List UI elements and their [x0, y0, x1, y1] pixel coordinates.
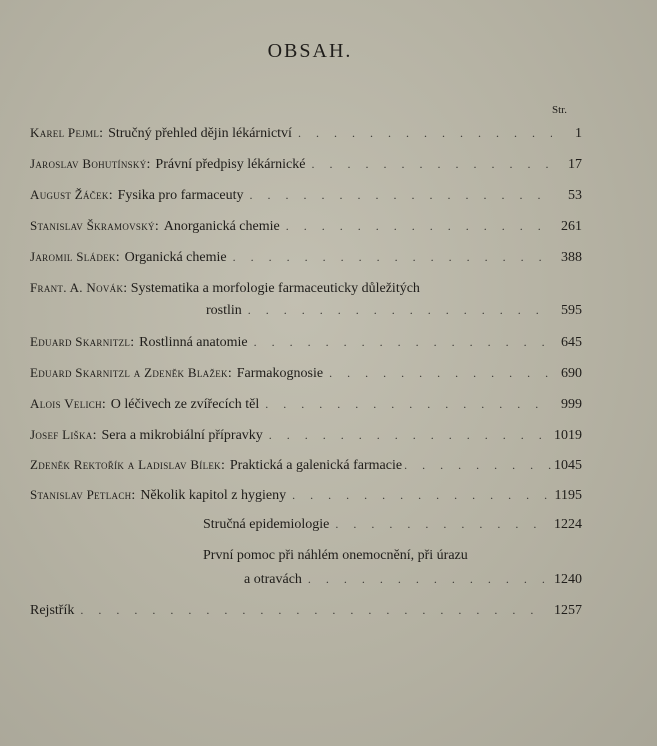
- toc-entry: [30, 396, 582, 418]
- entry-page: 1195: [554, 488, 582, 503]
- entry-title-continuation: a otravách: [244, 572, 302, 587]
- entry-page: 17: [568, 157, 582, 172]
- dot-leader: [265, 397, 552, 412]
- dot-leader: [269, 428, 548, 443]
- toc-entry: [30, 427, 582, 449]
- entry-author: Zdeněk Rektořík a Ladislav Bílek: [30, 457, 221, 472]
- entry-title: O léčivech ze zvířecích těl: [110, 397, 260, 412]
- entry-title: Organická chemie: [124, 250, 227, 265]
- toc-entry: [30, 487, 582, 509]
- dot-leader: [80, 603, 548, 618]
- toc-entry: [30, 125, 582, 147]
- toc-sub-entry-first-line: [203, 548, 468, 564]
- entry-author: Stanislav Petlach: [30, 487, 132, 502]
- entry-title: Fysika pro farmaceuty: [117, 188, 244, 203]
- page-title: OBSAH.: [267, 40, 353, 62]
- toc-entry: [30, 457, 582, 479]
- entry-page: 53: [568, 188, 582, 203]
- entry-separator: :: [146, 157, 151, 172]
- entry-title: Farmakognosie: [236, 366, 324, 381]
- entry-title: Sera a mikrobiální přípravky: [101, 428, 263, 443]
- entry-title: Rejstřík: [30, 603, 75, 618]
- toc-entry-continuation: [206, 303, 582, 325]
- toc-entry: [30, 187, 582, 209]
- entry-page: 1045: [554, 458, 582, 473]
- toc-sub-entry: [203, 517, 582, 539]
- entry-title: Rostlinná anatomie: [139, 335, 248, 350]
- dot-leader: [233, 250, 552, 265]
- dot-leader: [298, 126, 552, 141]
- dot-leader: [329, 366, 552, 381]
- entry-title: Stručná epidemiologie: [203, 517, 330, 532]
- entry-separator: :: [101, 397, 106, 412]
- entry-title: Právní předpisy lékárnické: [155, 157, 306, 172]
- entry-page: 1240: [554, 572, 582, 587]
- dot-leader: [292, 488, 548, 503]
- entry-page: 1019: [554, 428, 582, 443]
- entry-title-continuation: rostlin: [206, 303, 242, 318]
- entry-author: Karel Pejml: [30, 125, 100, 140]
- entry-separator: :: [154, 219, 159, 234]
- dot-leader: [311, 157, 552, 172]
- toc-entry: [30, 218, 582, 240]
- dot-leader: [254, 335, 552, 350]
- toc-entry: [30, 334, 582, 356]
- entry-author: Alois Velich: [30, 396, 102, 411]
- entry-page: 645: [561, 335, 582, 350]
- entry-title: Praktická a galenická farmacie: [229, 458, 403, 473]
- dot-leader: [250, 188, 552, 203]
- entry-page: 690: [561, 366, 582, 381]
- toc-entry-first-line: [30, 280, 420, 297]
- entry-page: 261: [561, 219, 582, 234]
- entry-author: Frant. A. Novák: [30, 280, 124, 295]
- toc-entry: [30, 365, 582, 387]
- page-column-label: Str.: [552, 104, 567, 116]
- entry-author: Josef Liška: [30, 427, 93, 442]
- entry-separator: :: [220, 458, 225, 473]
- entry-page: 595: [561, 303, 582, 318]
- dot-leader: [308, 572, 548, 587]
- entry-title: Několik kapitol z hygieny: [140, 488, 287, 503]
- toc-entry: [30, 156, 582, 178]
- entry-title: Anorganická chemie: [163, 219, 280, 234]
- toc-index-entry: [30, 603, 582, 625]
- dot-leader: [335, 517, 548, 532]
- entry-title: Systematika a morfologie farmaceuticky důležitých: [130, 281, 420, 296]
- toc-sub-entry-continuation: [244, 572, 582, 594]
- entry-separator: :: [131, 488, 136, 503]
- dot-leader: [286, 219, 552, 234]
- entry-author: Eduard Skarnitzl: [30, 334, 131, 349]
- entry-separator: :: [227, 366, 232, 381]
- entry-page: 1257: [554, 603, 582, 618]
- entry-title: První pomoc při náhlém onemocnění, při úrazu: [203, 548, 468, 563]
- entry-author: August Žáček: [30, 187, 109, 202]
- entry-separator: :: [130, 335, 135, 350]
- entry-page: 1224: [554, 517, 582, 532]
- entry-separator: :: [99, 126, 104, 141]
- entry-author: Stanislav Škramovský: [30, 218, 155, 233]
- dot-leader: [248, 303, 552, 318]
- entry-author: Jaromil Sládek: [30, 249, 116, 264]
- entry-page: 999: [561, 397, 582, 412]
- toc-entry: [30, 249, 582, 271]
- entry-separator: :: [123, 281, 131, 296]
- entry-title: Stručný přehled dějin lékárnictví: [108, 126, 292, 141]
- entry-page: 388: [561, 250, 582, 265]
- entry-separator: :: [115, 250, 120, 265]
- entry-separator: :: [108, 188, 113, 203]
- dot-leader: [404, 458, 552, 473]
- entry-author: Jaroslav Bohutínský: [30, 156, 147, 171]
- entry-page: 1: [575, 126, 582, 141]
- entry-author: Eduard Skarnitzl a Zdeněk Blažek: [30, 365, 228, 380]
- entry-separator: :: [92, 428, 97, 443]
